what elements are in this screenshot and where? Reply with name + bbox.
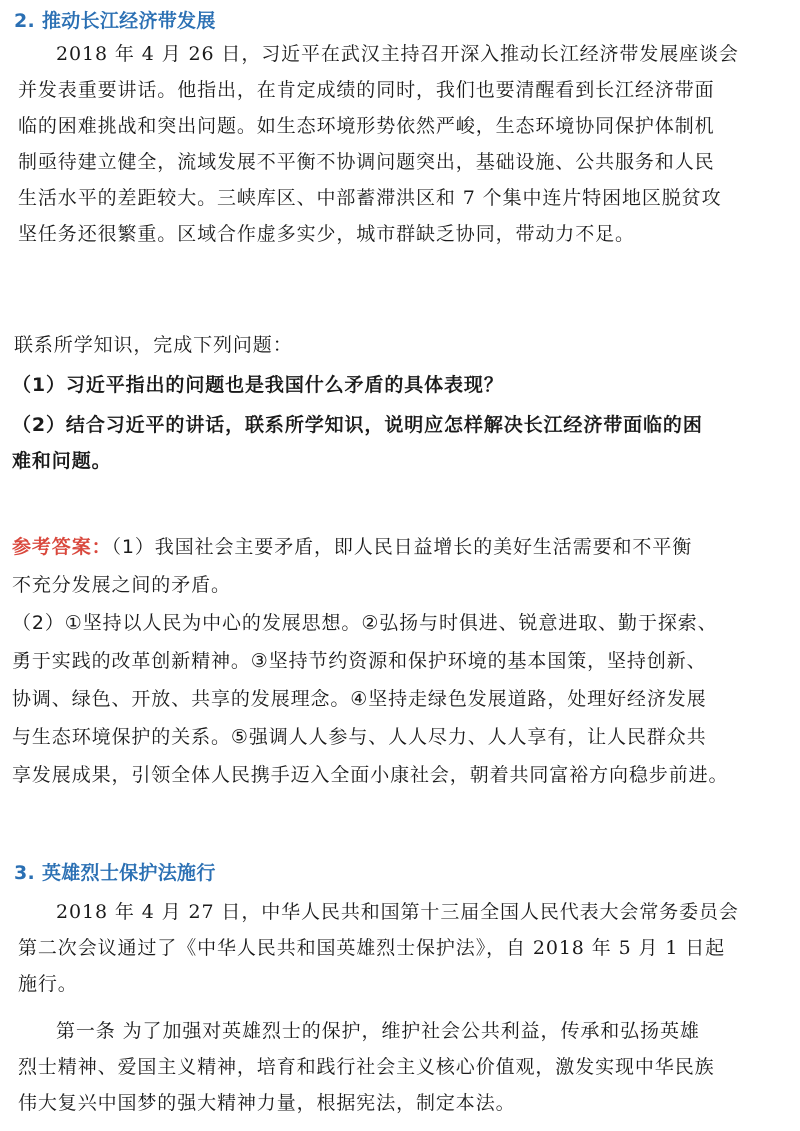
law-article-1 — [18, 1013, 788, 1121]
section-2-title: 2. 推动长江经济带发展 — [14, 10, 216, 32]
reference-answer — [12, 528, 782, 794]
question-1: （1）习近平指出的问题也是我国什么矛盾的具体表现？ — [12, 374, 504, 396]
text-line: 制亟待建立健全，流域发展不平衡不协调问题突出，基础设施、公共服务和人民 — [18, 151, 715, 173]
section-2-intro — [18, 36, 788, 252]
answer-2-line: （2）①坚持以人民为中心的发展思想。②弘扬与时俱进、锐意进取、勤于探索、 — [12, 612, 718, 634]
text-line: 坚任务还很繁重。区域合作虚多实少，城市群缺乏协同，带动力不足。 — [18, 223, 635, 245]
section-3-title: 3. 英雄烈士保护法施行 — [14, 862, 216, 884]
answer-1-text: （1）我国社会主要矛盾，即人民日益增长的美好生活需要和不平衡 — [111, 536, 693, 558]
text-line: 施行。 — [18, 973, 78, 995]
answer-1-line — [12, 528, 782, 566]
answer-1-line: 不充分发展之间的矛盾。 — [12, 574, 231, 596]
text-line: 第二次会议通过了《中华人民共和国英雄烈士保护法》，自 2018 年 5 月 1 日起 — [18, 937, 726, 959]
section-3-intro — [18, 894, 788, 1002]
answer-2-line: 与生态环境保护的关系。⑤强调人人参与、人人尽力、人人享有，让人民群众共 — [12, 726, 707, 748]
text-line: 生活水平的差距较大。三峡库区、中部蓄滞洪区和 7 个集中连片特困地区脱贫攻 — [18, 187, 722, 209]
answer-2-line: 享发展成果，引领全体人民携手迈入全面小康社会，朝着共同富裕方向稳步前进。 — [12, 764, 729, 786]
text-line: 第一条 为了加强对英雄烈士的保护，维护社会公共利益，传承和弘扬英雄 — [56, 1020, 700, 1042]
text-line: 2018 年 4 月 26 日，习近平在武汉主持召开深入推动长江经济带发展座谈会 — [56, 43, 739, 65]
question-2-line: （2）结合习近平的讲话，联系所学知识，说明应怎样解决长江经济带面临的困 — [12, 414, 703, 436]
text-line: 2018 年 4 月 27 日，中华人民共和国第十三届全国人民代表大会常务委员会 — [56, 901, 739, 923]
answer-2-line: 勇于实践的改革创新精神。③坚持节约资源和保护环境的基本国策，坚持创新、 — [12, 650, 707, 672]
question-2-line: 难和问题。 — [12, 450, 112, 472]
text-line: 烈士精神、爱国主义精神，培育和践行社会主义核心价值观，激发实现中华民族 — [18, 1056, 715, 1078]
text-line: 并发表重要讲话。他指出，在肯定成绩的同时，我们也要清醒看到长江经济带面 — [18, 79, 715, 101]
question-list — [12, 367, 782, 479]
question-prompt: 联系所学知识，完成下列问题： — [14, 334, 293, 356]
text-line: 伟大复兴中国梦的强大精神力量，根据宪法，制定本法。 — [18, 1092, 516, 1114]
text-line: 临的困难挑战和突出问题。如生态环境形势依然严峻，生态环境协同保护体制机 — [18, 115, 715, 137]
answer-label: 参考答案： — [12, 536, 112, 558]
answer-2-line: 协调、绿色、开放、共享的发展理念。④坚持走绿色发展道路，处理好经济发展 — [12, 688, 707, 710]
